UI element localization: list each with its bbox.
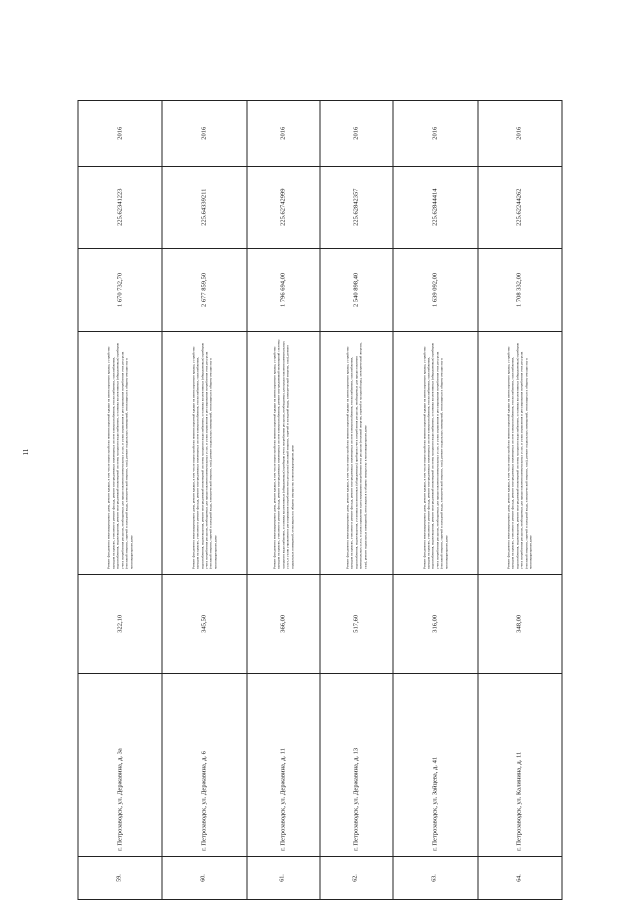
works-description-cell: Ремонт фундамента многоквартирного дома, ремонт крыши, в том числе переустройство невентилируемой крыши на вентилируемую крышу, устройство выходов на кровлю, утепление и ремонт фасада, ремонт внутридомовых инженерных систем электроснабжения, теплоснабжения, газоснабжения, водоснабжения, водоотведения, ремонт внутридомовой инженерной системы холодного водоснабжения, установка коллективных (общедомовых) приборов учета потребления ресурсов, необходимых для предоставления коммунальных услуг, и узлов управления и регулирования потребления этих ресурсов (тепловой энергии, горячей и холодной воды, электрической энергии, газа), ремонт подвальных помещений, относящихся к общему имуществу в многоквартирном доме	[78, 331, 162, 574]
address-cell: г. Петрозаводск, ул. Державина, д. 6	[162, 673, 246, 856]
area-cell: 348,00	[478, 574, 562, 673]
area-cell: 517,60	[320, 574, 393, 673]
table-row	[78, 101, 162, 900]
area-cell: 345,50	[162, 574, 246, 673]
repair-program-table	[78, 100, 563, 900]
code-cell: 225.62844414	[393, 166, 477, 248]
works-description-cell: Ремонт фундамента многоквартирного дома, ремонт крыши, в том числе переустройство невентилируемой крыши на вентилируемую крышу, устройство выходов на кровлю, утепление и ремонт фасада, ремонт внутридомовых инженерных систем электроснабжения, теплоснабжения, газоснабжения, водоснабжения, водоотведения, ремонт внутридомовой инженерной системы холодного водоснабжения, установка коллективных (общедомовых) приборов учета потребления ресурсов, необходимых для предоставления коммунальных услуг, и узлов управления и регулирования потребления этих ресурсов (тепловой энергии, горячей и холодной воды, электрической энергии, газа), ремонт подвальных помещений, относящихся к общему имуществу в многоквартирном доме	[393, 331, 477, 574]
code-cell: 225.64339211	[162, 166, 246, 248]
code-cell: 225.62244262	[478, 166, 562, 248]
cost-cell: 1 708 332,00	[478, 248, 562, 331]
year-cell: 2016	[162, 101, 246, 167]
cost-cell: 1 639 092,00	[393, 248, 477, 331]
cost-cell: 1 796 694,00	[247, 248, 320, 331]
row-number: 59.	[78, 856, 162, 899]
year-cell: 2016	[478, 101, 562, 167]
address-cell: г. Петрозаводск, ул. Державина, д. 13	[320, 673, 393, 856]
table-row	[320, 101, 393, 900]
year-cell: 2016	[320, 101, 393, 167]
table-body	[78, 101, 562, 900]
table-row	[247, 101, 320, 900]
works-description-cell: Ремонт фундамента многоквартирного дома, ремонт крыши, в том числе переустройство невентилируемой крыши на вентилируемую крышу, устройство выходов на кровлю, утепление и ремонт фасада, ремонт внутридомовых инженерных систем электроснабжения, ремонт внутридомовой инженерной системы холодного водоснабжения, установка коллективных (общедомовых) приборов учета потребления ресурсов, необходимых для предоставления коммунальных услуг, и узлов управления и регулирования потребления этих ресурсов (тепловой энергии, горячей и холодной воды, электрической энергии, газа), ремонт подвальных помещений, относящихся к общему имуществу в многоквартирном доме	[247, 331, 320, 574]
address-cell: г. Петрозаводск, ул. Державина, д. 3а	[78, 673, 162, 856]
year-cell: 2016	[78, 101, 162, 167]
row-number: 64.	[478, 856, 562, 899]
address-cell: г. Петрозаводск, ул. Калинина, д. 11	[478, 673, 562, 856]
page-number: 11	[22, 448, 30, 456]
row-number: 61.	[247, 856, 320, 899]
area-cell: 322,10	[78, 574, 162, 673]
rotated-table-wrapper	[78, 100, 563, 900]
area-cell: 366,00	[247, 574, 320, 673]
works-description-cell: Ремонт фундамента многоквартирного дома, ремонт крыши, в том числе переустройство невентилируемой крыши на вентилируемую крышу, устройство выходов на кровлю, утепление и ремонт фасада, ремонт внутридомовых инженерных систем электроснабжения, теплоснабжения, газоснабжения, водоснабжения, водоотведения, установка коллективных (общедомовых) приборов учета потребления ресурсов, необходимых для предоставления коммунальных услуг, и узлов управления и регулирования потребления этих ресурсов (тепловой энергии, горячей и холодной воды, электрической энергии, газа), ремонт подвальных помещений, относящихся к общему имуществу в многоквартирном доме	[320, 331, 393, 574]
area-cell: 316,00	[393, 574, 477, 673]
table-row	[478, 101, 562, 900]
address-cell: г. Петрозаводск, ул. Зайцева, д. 41	[393, 673, 477, 856]
works-description-cell: Ремонт фундамента многоквартирного дома, ремонт крыши, в том числе переустройство невентилируемой крыши на вентилируемую крышу, устройство выходов на кровлю, утепление и ремонт фасада, ремонт внутридомовых инженерных систем электроснабжения, теплоснабжения, газоснабжения, водоснабжения, водоотведения, ремонт внутридомовой инженерной системы холодного водоснабжения, установка коллективных (общедомовых) приборов учета потребления ресурсов, необходимых для предоставления коммунальных услуг, и узлов управления и регулирования потребления этих ресурсов (тепловой энергии, горячей и холодной воды, электрической энергии, газа), ремонт подвальных помещений, относящихся к общему имуществу в многоквартирном доме	[478, 331, 562, 574]
year-cell: 2016	[247, 101, 320, 167]
code-cell: 225.62842357	[320, 166, 393, 248]
works-description-cell: Ремонт фундамента многоквартирного дома, ремонт крыши, в том числе переустройство невентилируемой крыши на вентилируемую крышу, устройство выходов на кровлю, утепление и ремонт фасада, ремонт внутридомовых инженерных систем электроснабжения, теплоснабжения, газоснабжения, водоснабжения, водоотведения, ремонт внутридомовой инженерной системы холодного водоснабжения, установка коллективных (общедомовых) приборов учета потребления ресурсов, необходимых для предоставления коммунальных услуг, и узлов управления и регулирования потребления этих ресурсов (тепловой энергии, горячей и холодной воды, электрической энергии, газа), ремонт подвальных помещений, относящихся к общему имуществу в многоквартирном доме	[162, 331, 246, 574]
cost-cell: 1 670 732,70	[78, 248, 162, 331]
code-cell: 225.62742999	[247, 166, 320, 248]
code-cell: 225.62341223	[78, 166, 162, 248]
table-row	[393, 101, 477, 900]
row-number: 63.	[393, 856, 477, 899]
cost-cell: 2 540 898,40	[320, 248, 393, 331]
row-number: 60.	[162, 856, 246, 899]
row-number: 62.	[320, 856, 393, 899]
year-cell: 2016	[393, 101, 477, 167]
address-cell: г. Петрозаводск, ул. Державина, д. 11	[247, 673, 320, 856]
cost-cell: 2 677 859,50	[162, 248, 246, 331]
table-row	[162, 101, 246, 900]
